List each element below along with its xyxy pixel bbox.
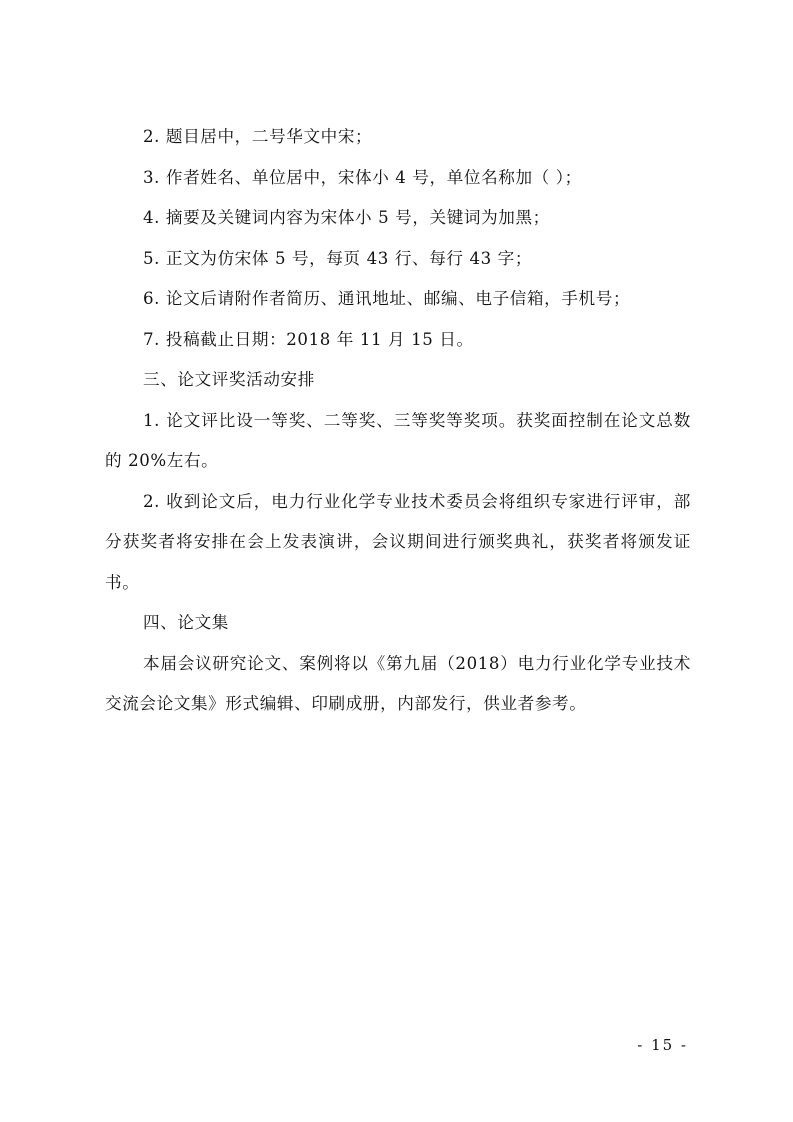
paragraph-author-info: 6. 论文后请附作者简历、通讯地址、邮编、电子信箱，手机号；: [143, 289, 631, 308]
paragraph-abstract-format: 4. 摘要及关键词内容为宋体小 5 号，关键词为加黑；: [143, 208, 550, 227]
paragraph-author-format: 3. 作者姓名、单位居中，宋体小 4 号，单位名称加（ ）；: [143, 167, 582, 187]
paragraph-review-process: 2. 收到论文后，电力行业化学专业技术委员会将组织专家进行评审，部分获奖者将安排在会上发表演讲，会议期间进行颁奖典礼，获奖者将颁发证书。: [105, 491, 691, 592]
section-heading-awards: 三、论文评奖活动安排: [143, 370, 315, 389]
paragraph-deadline: 7. 投稿截止日期：2018 年 11 月 15 日。: [143, 329, 474, 349]
document-body: [105, 117, 691, 725]
paragraph-title-format: 2. 题目居中，二号华文中宋；: [143, 127, 373, 146]
paragraph-award-levels: 1. 论文评比设一等奖、二等奖、三等奖等奖项。获奖面控制在论文总数的 20%左右。: [105, 410, 691, 470]
paragraph-body-format: 5. 正文为仿宋体 5 号，每页 43 行、每行 43 字；: [143, 248, 533, 268]
page-number: - 15 -: [637, 1036, 688, 1054]
paragraph-proceedings: 本届会议研究论文、案例将以《第九届（2018）电力行业化学专业技术交流会论文集》形式编辑、印刷成册，内部发行，供业者参考。: [105, 653, 691, 713]
section-heading-proceedings: 四、论文集: [143, 613, 229, 632]
